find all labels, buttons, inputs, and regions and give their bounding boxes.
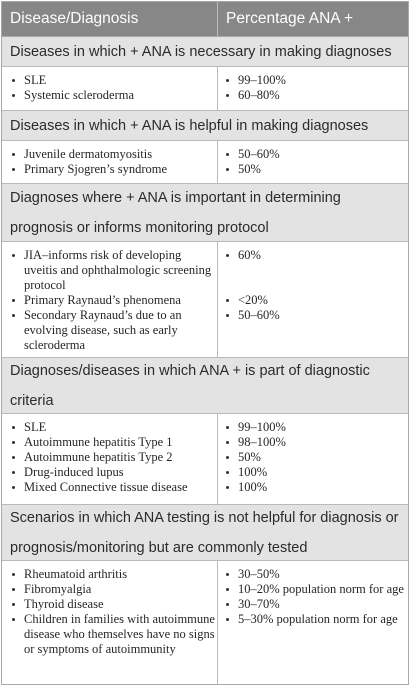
percentage-value: 50%: [238, 162, 261, 176]
section-title: Diseases in which + ANA is helpful in making diagnoses: [2, 111, 408, 141]
section-title: [2, 358, 408, 414]
list-item: [226, 597, 408, 612]
list-item: [226, 293, 408, 308]
section-title-line: Scenarios in which ANA testing is not helpful for diagnosis or: [10, 509, 399, 526]
percentage-value: 98–100%: [238, 435, 286, 449]
list-item: [226, 450, 408, 465]
percentage-value: 30–70%: [238, 597, 280, 611]
list-item: [12, 73, 217, 88]
list-item: [226, 248, 408, 263]
list-item: [226, 435, 408, 450]
list-item: [12, 248, 217, 293]
section-title-line: prognosis or informs monitoring protocol: [10, 219, 269, 236]
list-item: [226, 480, 408, 495]
percentage-list: [218, 141, 408, 183]
list-item: [226, 147, 408, 162]
percentage-value: 99–100%: [238, 420, 286, 434]
percentage-list: [218, 561, 408, 684]
disease-list: [2, 67, 218, 110]
disease-list: [2, 561, 218, 684]
section-body: [2, 141, 408, 184]
list-item: [226, 162, 408, 177]
disease-list: [2, 141, 218, 183]
header-percentage-ana: Percentage ANA +: [226, 10, 354, 27]
disease-name: SLE: [24, 420, 47, 434]
percentage-value: 100%: [238, 480, 268, 494]
section-body: [2, 67, 408, 111]
section-title: [2, 184, 408, 242]
percentage-list: [218, 242, 408, 357]
percentage-value: 50–60%: [238, 147, 280, 161]
list-item: [226, 308, 408, 323]
percentage-value: 30–50%: [238, 567, 280, 581]
disease-name: Autoimmune hepatitis Type 1: [24, 435, 173, 449]
list-item: [12, 88, 217, 103]
disease-list: [2, 414, 218, 504]
percentage-value: 50–60%: [238, 308, 280, 322]
list-item: [226, 420, 408, 435]
disease-name: Mixed Connective tissue disease: [24, 480, 188, 494]
disease-name: Autoimmune hepatitis Type 2: [24, 450, 173, 464]
section-title: [2, 505, 408, 561]
list-item: [12, 597, 217, 612]
percentage-value: 60%: [238, 248, 261, 262]
percentage-value: 5–30% population norm for age: [238, 612, 398, 626]
table-header: [2, 2, 408, 37]
percentage-value: 99–100%: [238, 73, 286, 87]
percentage-list: [218, 414, 408, 504]
list-item: [12, 147, 217, 162]
disease-list: [2, 242, 218, 357]
list-item: [226, 582, 408, 597]
section-title: Diseases in which + ANA is necessary in making diagnoses: [2, 37, 408, 67]
section-body: [2, 561, 408, 684]
list-item: [226, 88, 408, 103]
section-body: [2, 242, 408, 358]
list-item: [226, 567, 408, 582]
percentage-value: 100%: [238, 465, 268, 479]
percentage-value: 50%: [238, 450, 261, 464]
section-body: [2, 414, 408, 505]
list-item: [226, 612, 408, 627]
section-title-line: Diagnoses where + ANA is important in determining: [10, 189, 341, 206]
list-item: [12, 420, 217, 435]
header-disease-diagnosis: Disease/Diagnosis: [2, 2, 218, 36]
disease-name: Systemic scleroderma: [24, 88, 135, 102]
disease-name: JIA–informs risk of developing uveitis and ophthalmologic screening protocol: [24, 248, 212, 292]
disease-name: Drug-induced lupus: [24, 465, 124, 479]
percentage-value: <20%: [238, 293, 268, 307]
list-item: [12, 308, 217, 353]
section-title-line: criteria: [10, 392, 54, 409]
list-item: [12, 435, 217, 450]
disease-name: Children in families with autoimmune disease who themselves have no signs or symptoms of autoimmunity: [24, 612, 215, 656]
section-title-line: prognosis/monitoring but are commonly tested: [10, 539, 308, 556]
disease-name: Juvenile dermatomyositis: [24, 147, 153, 161]
percentage-value: 60–80%: [238, 88, 280, 102]
list-item: [12, 162, 217, 177]
disease-name: Primary Sjogren’s syndrome: [24, 162, 168, 176]
list-item: [12, 480, 217, 495]
list-item: [226, 73, 408, 88]
list-item: [12, 582, 217, 597]
section-title-line: Diagnoses/diseases in which ANA + is part of diagnostic: [10, 362, 370, 379]
list-item: [226, 465, 408, 480]
disease-name: Fibromyalgia: [24, 582, 92, 596]
disease-name: Rheumatoid arthritis: [24, 567, 128, 581]
disease-name: Thyroid disease: [24, 597, 104, 611]
ana-table: [1, 1, 409, 685]
list-item: [12, 465, 217, 480]
percentage-list: [218, 67, 408, 110]
percentage-value: 10–20% population norm for age: [238, 582, 404, 596]
list-item: [12, 612, 217, 657]
disease-name: Secondary Raynaud’s due to an evolving disease, such as early scleroderma: [24, 308, 182, 352]
disease-name: SLE: [24, 73, 47, 87]
list-item: [12, 450, 217, 465]
list-item: [12, 293, 217, 308]
list-item: [12, 567, 217, 582]
disease-name: Primary Raynaud’s phenomena: [24, 293, 181, 307]
